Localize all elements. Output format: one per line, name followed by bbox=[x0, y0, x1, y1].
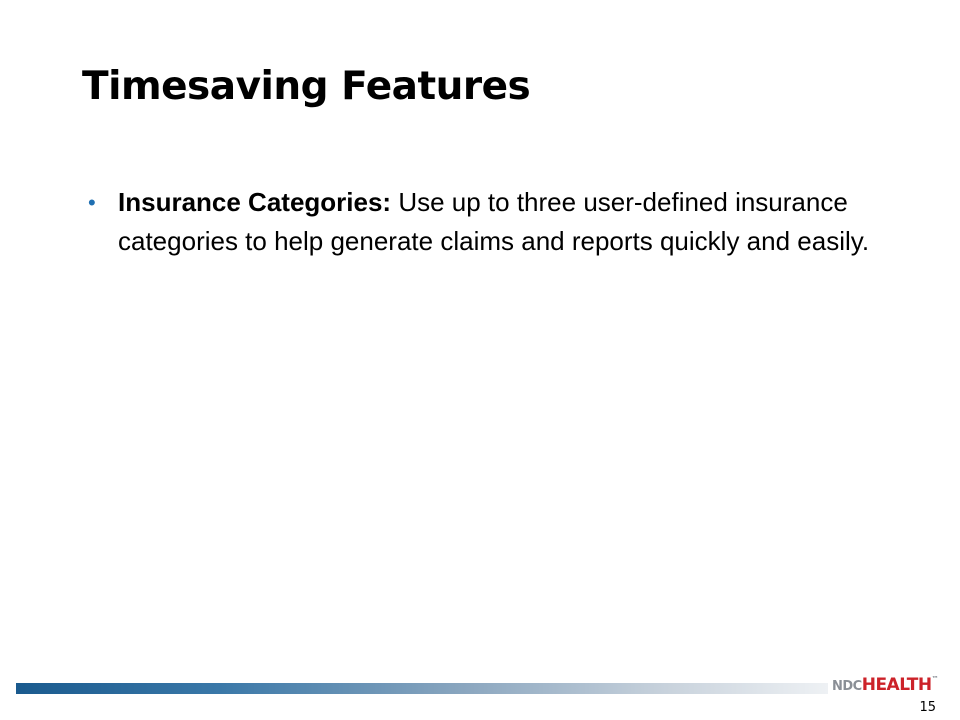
bullet-list bbox=[88, 183, 878, 261]
slide-title: Timesaving Features bbox=[82, 64, 531, 109]
bullet-lead: Insurance Categories: bbox=[118, 187, 392, 217]
bullet-item bbox=[88, 183, 878, 261]
bullet-text: Use up to three user-defined insurance categories to help generate claims and reports quickly and easily. bbox=[118, 187, 870, 256]
logo-name: HEALTH bbox=[861, 675, 932, 695]
ndc-health-logo bbox=[832, 675, 938, 695]
logo-prefix: NDC bbox=[832, 679, 862, 694]
bullet-marker: • bbox=[88, 190, 96, 215]
footer-gradient-bar bbox=[16, 683, 828, 694]
page-number: 15 bbox=[919, 700, 936, 715]
logo-trademark: ™ bbox=[931, 675, 939, 683]
